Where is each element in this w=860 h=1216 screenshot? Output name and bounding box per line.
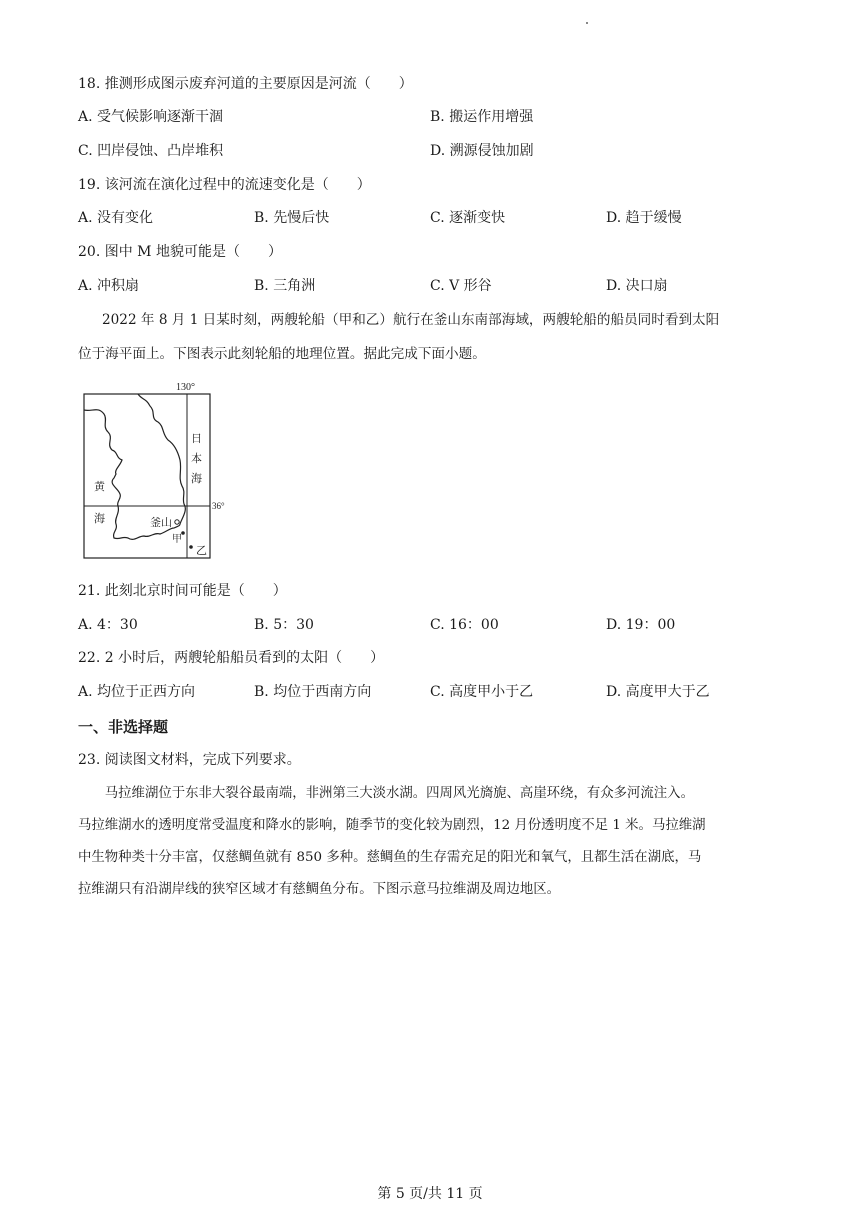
q22-option-a: A. 均位于正西方向 (78, 684, 196, 700)
q22-option-d: D. 高度甲大于乙 (606, 684, 710, 700)
ship-yi-label: 乙 (196, 544, 207, 557)
city-busan-label: 釜山 (150, 516, 172, 529)
q20-option-d: D. 决口扇 (606, 278, 668, 294)
q22-option-b: B. 均位于西南方向 (254, 684, 372, 700)
q20-option-a: A. 冲积扇 (78, 278, 140, 294)
q21-option-c: C. 16：00 (430, 617, 499, 633)
latitude-label: 36° (212, 501, 225, 511)
ship-yi-dot (189, 545, 193, 549)
question-21-stem: 21. 此刻北京时间可能是（ ） (78, 583, 287, 599)
section-heading: 一、非选择题 (78, 718, 169, 736)
sea-japan-char-2: 本 (191, 452, 202, 465)
q23-paragraph (78, 778, 783, 906)
longitude-label: 130° (176, 382, 195, 393)
page-footer: 第 5 页/共 11 页 (377, 1186, 483, 1202)
q20-option-b: B. 三角洲 (254, 278, 316, 294)
question-23-stem: 23. 阅读图文材料，完成下列要求。 (78, 752, 301, 768)
korea-map-figure (78, 378, 238, 562)
q18-option-b: B. 搬运作用增强 (430, 109, 534, 125)
yellow-sea-char-2: 海 (94, 512, 105, 525)
question-22-stem: 22. 2 小时后，两艘轮船船员看到的太阳（ ） (78, 650, 385, 666)
q19-option-b: B. 先慢后快 (254, 210, 330, 226)
busan-marker (175, 520, 179, 524)
question-19-stem: 19. 该河流在演化过程中的流速变化是（ ） (78, 177, 371, 193)
q23-line-3: 中生物种类十分丰富，仅慈鲷鱼就有 850 多种。慈鲷鱼的生存需充足的阳光和氧气，且都生活在湖底，马 (78, 850, 702, 865)
sea-japan-char-3: 海 (191, 472, 202, 485)
q21-option-d: D. 19：00 (606, 617, 676, 633)
q18-option-a: A. 受气候影响逐渐干涸 (78, 109, 224, 125)
q18-option-d: D. 溯源侵蚀加剧 (430, 143, 534, 159)
ship-jia-label: 甲 (172, 534, 182, 545)
q23-line-1: 马拉维湖位于东非大裂谷最南端，非洲第三大淡水湖。四周风光旖旎、高崖环绕，有众多河流注入。 (78, 786, 694, 801)
q19-option-d: D. 趋于缓慢 (606, 210, 682, 226)
q23-line-4: 拉维湖只有沿湖岸线的狭窄区域才有慈鲷鱼分布。下图示意马拉维湖及周边地区。 (78, 882, 561, 897)
q20-option-c: C. V 形谷 (430, 278, 492, 294)
sea-japan-char-1: 日 (191, 432, 202, 445)
q21-option-b: B. 5：30 (254, 617, 314, 633)
question-20-stem: 20. 图中 M 地貌可能是（ ） (78, 244, 282, 260)
coastline-east (138, 394, 185, 524)
scan-speck (586, 22, 588, 24)
question-18-stem: 18. 推测形成图示废弃河道的主要原因是河流（ ） (78, 76, 413, 92)
intro-line-2: 位于海平面上。下图表示此刻轮船的地理位置。据此完成下面小题。 (78, 346, 486, 362)
q22-option-c: C. 高度甲小于乙 (430, 684, 534, 700)
q18-option-c: C. 凹岸侵蚀、凸岸堆积 (78, 143, 224, 159)
q23-line-2: 马拉维湖水的透明度常受温度和降水的影响，随季节的变化较为剧烈，12 月份透明度不足 1 米。马拉维湖 (78, 818, 706, 833)
q19-option-a: A. 没有变化 (78, 210, 154, 226)
yellow-sea-char-1: 黄 (94, 480, 105, 493)
intro-line-1: 2022 年 8 月 1 日某时刻，两艘轮船（甲和乙）航行在釜山东南部海域，两艘轮船的船员同时看到太阳 (102, 312, 720, 328)
q19-option-c: C. 逐渐变快 (430, 210, 506, 226)
q21-option-a: A. 4：30 (78, 617, 138, 633)
